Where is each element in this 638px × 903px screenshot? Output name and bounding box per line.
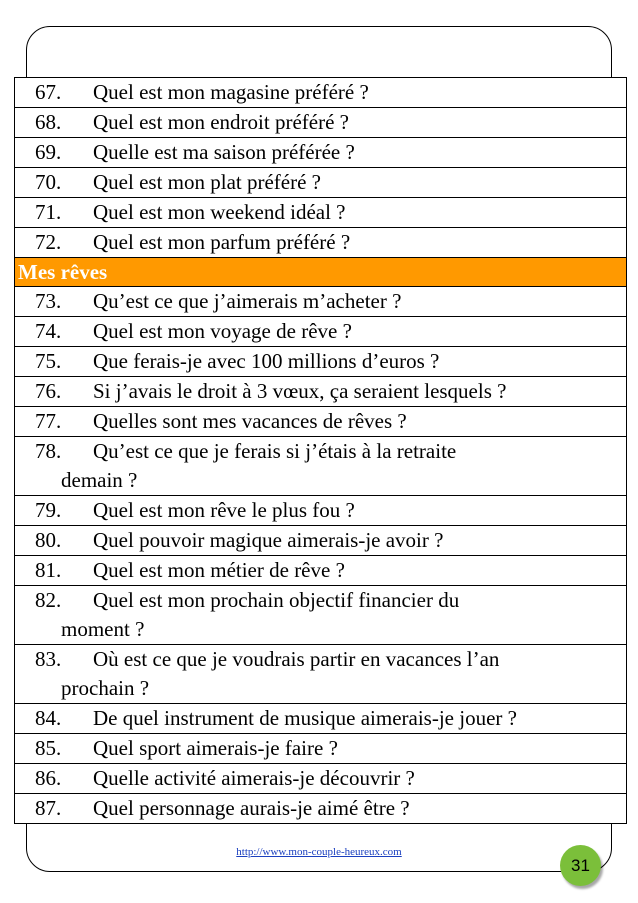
item-number: 74.	[35, 319, 62, 343]
item-number: 85.	[35, 736, 62, 760]
item-text: Quel est mon voyage de rêve ?	[93, 319, 352, 343]
item-number: 78.	[35, 439, 62, 463]
item-number: 67.	[35, 80, 62, 104]
list-item	[14, 437, 627, 496]
item-text: Quel est mon rêve le plus fou ?	[93, 498, 355, 522]
list-item	[14, 168, 627, 198]
item-number: 82.	[35, 588, 62, 612]
list-item	[14, 764, 627, 794]
item-text: Que ferais-je avec 100 millions d’euros ?	[93, 349, 440, 373]
list-item	[14, 198, 627, 228]
list-item	[14, 794, 627, 824]
item-text: Quelles sont mes vacances de rêves ?	[93, 409, 407, 433]
item-text: Quel personnage aurais-je aimé être ?	[93, 796, 410, 820]
item-text: Quel pouvoir magique aimerais-je avoir ?	[93, 528, 444, 552]
item-text: Où est ce que je voudrais partir en vacances l’an	[93, 647, 500, 671]
list-item	[14, 704, 627, 734]
item-number: 71.	[35, 200, 62, 224]
item-text: Quel est mon plat préféré ?	[93, 170, 321, 194]
list-item	[14, 108, 627, 138]
list-item	[14, 586, 627, 645]
list-item	[14, 287, 627, 317]
item-text: Quel est mon parfum préféré ?	[93, 230, 351, 254]
item-text: Quel est mon weekend idéal ?	[93, 200, 346, 224]
item-text: Quel est mon magasine préféré ?	[93, 80, 369, 104]
item-text-continuation: demain ?	[61, 468, 138, 492]
item-text: Quel sport aimerais-je faire ?	[93, 736, 338, 760]
list-item	[14, 228, 627, 258]
item-text: Quel est mon prochain objectif financier du	[93, 588, 460, 612]
item-number: 68.	[35, 110, 62, 134]
list-item	[14, 645, 627, 704]
item-number: 86.	[35, 766, 62, 790]
item-text: Qu’est ce que j’aimerais m’acheter ?	[93, 289, 402, 313]
item-number: 80.	[35, 528, 62, 552]
page-number-badge: 31	[560, 845, 601, 886]
list-item	[14, 556, 627, 586]
item-number: 76.	[35, 379, 62, 403]
item-text: Quelle activité aimerais-je découvrir ?	[93, 766, 415, 790]
item-number: 87.	[35, 796, 62, 820]
list-item	[14, 496, 627, 526]
list-item	[14, 317, 627, 347]
item-number: 77.	[35, 409, 62, 433]
list-item	[14, 526, 627, 556]
section-header-mes-reves: Mes rêves	[14, 258, 627, 287]
item-text-continuation: moment ?	[61, 617, 145, 641]
question-list	[14, 77, 627, 824]
item-text: Quelle est ma saison préférée ?	[93, 140, 355, 164]
list-item	[14, 347, 627, 377]
footer-link[interactable]: http://www.mon-couple-heureux.com	[236, 846, 402, 858]
list-item	[14, 734, 627, 764]
list-item	[14, 77, 627, 108]
list-item	[14, 377, 627, 407]
item-number: 81.	[35, 558, 62, 582]
item-text: De quel instrument de musique aimerais-je jouer ?	[93, 706, 517, 730]
list-item	[14, 407, 627, 437]
item-number: 84.	[35, 706, 62, 730]
item-number: 79.	[35, 498, 62, 522]
item-text: Quel est mon endroit préféré ?	[93, 110, 349, 134]
item-text: Si j’avais le droit à 3 vœux, ça seraient lesquels ?	[93, 379, 507, 403]
item-number: 72.	[35, 230, 62, 254]
item-text: Qu’est ce que je ferais si j’étais à la retraite	[93, 439, 457, 463]
item-number: 73.	[35, 289, 62, 313]
item-number: 83.	[35, 647, 62, 671]
item-text-continuation: prochain ?	[61, 676, 150, 700]
item-text: Quel est mon métier de rêve ?	[93, 558, 345, 582]
list-item	[14, 138, 627, 168]
item-number: 75.	[35, 349, 62, 373]
item-number: 69.	[35, 140, 62, 164]
item-number: 70.	[35, 170, 62, 194]
